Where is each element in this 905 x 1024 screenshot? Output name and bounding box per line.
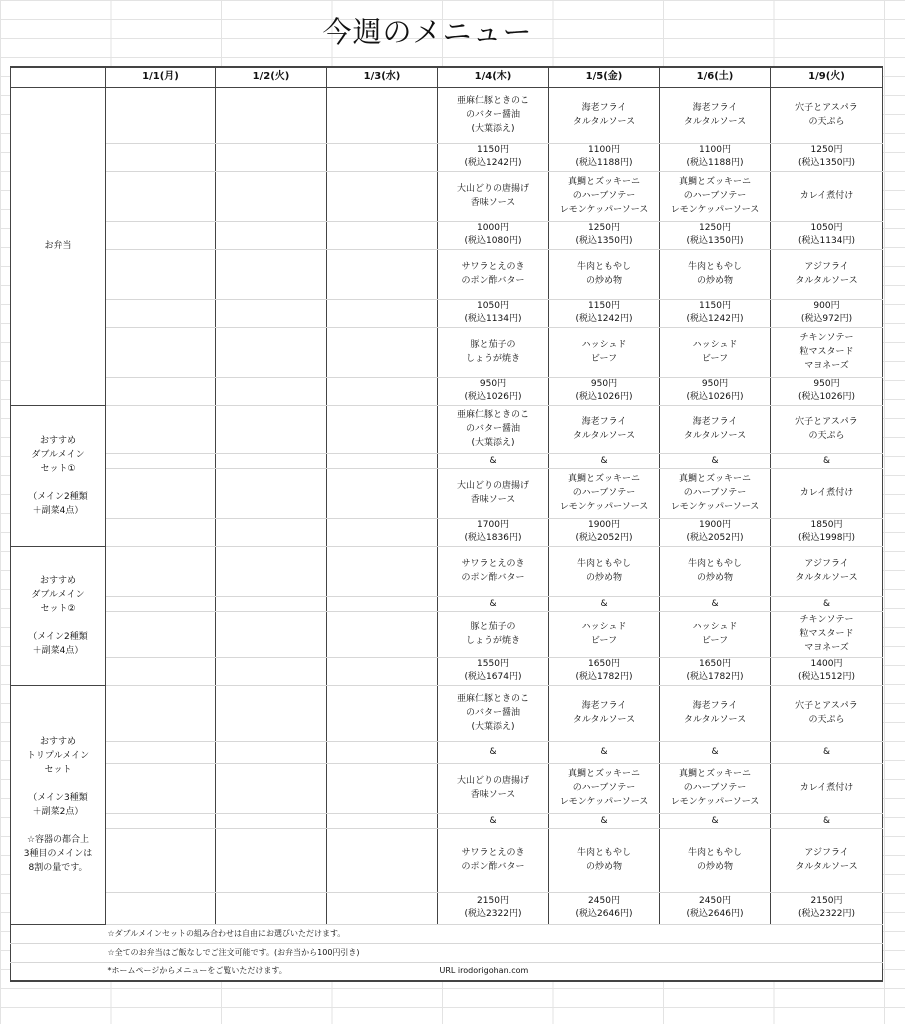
empty-day-cell (327, 405, 438, 453)
price-cell: 950円 (税込1026円) (660, 377, 771, 405)
price-cell: 950円 (税込1026円) (438, 377, 549, 405)
date-header-2: 1/2(火) (216, 67, 327, 87)
dish-cell: 真鯛とズッキーニ のハーブソテー レモンケッパーソース (549, 468, 660, 518)
menu-row (11, 171, 883, 221)
price-cell: 2150円 (税込2322円) (771, 892, 883, 924)
empty-day-cell (106, 87, 216, 143)
dish-cell: カレイ煮付け (771, 171, 883, 221)
price-cell: 1900円 (税込2052円) (549, 518, 660, 546)
empty-day-cell (216, 611, 327, 657)
empty-day-cell (216, 596, 327, 611)
dish-cell: 海老フライ タルタルソース (660, 87, 771, 143)
price-cell: 1250円 (税込1350円) (549, 221, 660, 249)
empty-day-cell (327, 327, 438, 377)
empty-day-cell (327, 828, 438, 892)
combo-separator: & (660, 453, 771, 468)
combo-separator: & (438, 741, 549, 763)
price-cell: 2150円 (税込2322円) (438, 892, 549, 924)
empty-day-cell (106, 405, 216, 453)
note-text: ☆全てのお弁当はご飯なしでご注文可能です。(お弁当から100円引き) (106, 943, 438, 962)
dish-cell: 亜麻仁豚ときのこ のバター醤油 (大葉添え) (438, 405, 549, 453)
empty-day-cell (216, 171, 327, 221)
combo-separator: & (660, 813, 771, 828)
empty-day-cell (106, 327, 216, 377)
note-spacer (438, 943, 771, 962)
price-cell: 1700円 (税込1836円) (438, 518, 549, 546)
weekly-menu-table (10, 66, 883, 982)
price-cell: 1400円 (税込1512円) (771, 657, 883, 685)
price-cell: 900円 (税込972円) (771, 299, 883, 327)
dish-cell: カレイ煮付け (771, 763, 883, 813)
menu-row (11, 299, 883, 327)
price-cell: 2450円 (税込2646円) (549, 892, 660, 924)
empty-day-cell (106, 813, 216, 828)
empty-day-cell (216, 546, 327, 596)
price-cell: 950円 (税込1026円) (549, 377, 660, 405)
menu-row (11, 546, 883, 596)
empty-day-cell (106, 892, 216, 924)
page-title: 今週のメニュー (322, 15, 533, 49)
menu-row (11, 657, 883, 685)
menu-row (11, 405, 883, 453)
date-header-6: 1/6(土) (660, 67, 771, 87)
combo-separator: & (549, 453, 660, 468)
empty-day-cell (327, 657, 438, 685)
dish-cell: アジフライ タルタルソース (771, 828, 883, 892)
price-cell: 1150円 (税込1242円) (549, 299, 660, 327)
empty-day-cell (216, 299, 327, 327)
dish-cell: 大山どりの唐揚げ 香味ソース (438, 763, 549, 813)
empty-day-cell (327, 143, 438, 171)
note-spacer (771, 962, 883, 981)
empty-day-cell (106, 221, 216, 249)
note-spacer (771, 943, 883, 962)
menu-row (11, 327, 883, 377)
dish-cell: 牛肉ともやし の炒め物 (660, 249, 771, 299)
empty-day-cell (216, 657, 327, 685)
dish-cell: 海老フライ タルタルソース (660, 685, 771, 741)
empty-day-cell (327, 87, 438, 143)
dish-cell: 海老フライ タルタルソース (549, 87, 660, 143)
empty-day-cell (216, 249, 327, 299)
empty-day-cell (216, 828, 327, 892)
price-cell: 950円 (税込1026円) (771, 377, 883, 405)
empty-day-cell (327, 611, 438, 657)
dish-cell: ハッシュド ビーフ (549, 327, 660, 377)
menu-row (11, 685, 883, 741)
combo-separator: & (549, 741, 660, 763)
combo-separator: & (660, 596, 771, 611)
combo-separator: & (771, 813, 883, 828)
dish-cell: カレイ煮付け (771, 468, 883, 518)
dish-cell: 牛肉ともやし の炒め物 (549, 249, 660, 299)
header-blank (11, 67, 106, 87)
menu-row (11, 892, 883, 924)
dish-cell: 牛肉ともやし の炒め物 (549, 546, 660, 596)
dish-cell: ハッシュド ビーフ (660, 327, 771, 377)
note-row (11, 962, 883, 981)
empty-day-cell (216, 327, 327, 377)
empty-day-cell (327, 596, 438, 611)
dish-cell: 亜麻仁豚ときのこ のバター醤油 (大葉添え) (438, 87, 549, 143)
menu-row (11, 249, 883, 299)
menu-body (11, 87, 883, 924)
combo-separator: & (660, 741, 771, 763)
empty-day-cell (216, 892, 327, 924)
price-cell: 1850円 (税込1998円) (771, 518, 883, 546)
empty-day-cell (106, 518, 216, 546)
empty-day-cell (327, 453, 438, 468)
empty-day-cell (216, 741, 327, 763)
empty-day-cell (106, 171, 216, 221)
menu-row (11, 763, 883, 813)
price-cell: 1100円 (税込1188円) (549, 143, 660, 171)
dish-cell: アジフライ タルタルソース (771, 249, 883, 299)
dish-cell: ハッシュド ビーフ (660, 611, 771, 657)
menu-row (11, 611, 883, 657)
menu-row (11, 518, 883, 546)
dish-cell: 牛肉ともやし の炒め物 (660, 546, 771, 596)
price-cell: 1650円 (税込1782円) (549, 657, 660, 685)
combo-separator: & (771, 596, 883, 611)
combo-separator: & (549, 596, 660, 611)
dish-cell: 真鯛とズッキーニ のハーブソテー レモンケッパーソース (549, 171, 660, 221)
empty-day-cell (216, 87, 327, 143)
empty-day-cell (106, 741, 216, 763)
dish-cell: 穴子とアスパラ の天ぷら (771, 405, 883, 453)
empty-day-cell (327, 685, 438, 741)
menu-row (11, 813, 883, 828)
category-label: おすすめ トリプルメイン セット （メイン3種類 ＋副菜2点） ☆容器の都合上 3種目のメインは 8割の量です。 (11, 685, 106, 924)
dish-cell: 大山どりの唐揚げ 香味ソース (438, 171, 549, 221)
empty-day-cell (327, 813, 438, 828)
date-header-5: 1/5(金) (549, 67, 660, 87)
empty-day-cell (106, 611, 216, 657)
empty-day-cell (327, 171, 438, 221)
dish-cell: 真鯛とズッキーニ のハーブソテー レモンケッパーソース (549, 763, 660, 813)
dish-cell: 穴子とアスパラ の天ぷら (771, 685, 883, 741)
menu-row (11, 221, 883, 249)
empty-day-cell (106, 546, 216, 596)
dish-cell: 穴子とアスパラ の天ぷら (771, 87, 883, 143)
menu-row (11, 596, 883, 611)
dish-cell: アジフライ タルタルソース (771, 546, 883, 596)
combo-separator: & (438, 453, 549, 468)
dish-cell: サワラとえのき のポン酢バター (438, 546, 549, 596)
dish-cell: 豚と茄子の しょうが焼き (438, 611, 549, 657)
menu-row (11, 468, 883, 518)
price-cell: 1100円 (税込1188円) (660, 143, 771, 171)
empty-day-cell (327, 741, 438, 763)
empty-day-cell (106, 468, 216, 518)
empty-day-cell (106, 763, 216, 813)
date-header-3: 1/3(水) (327, 67, 438, 87)
menu-row (11, 143, 883, 171)
date-header-row (11, 67, 883, 87)
empty-day-cell (216, 453, 327, 468)
price-cell: 1150円 (税込1242円) (660, 299, 771, 327)
empty-day-cell (216, 221, 327, 249)
empty-day-cell (216, 763, 327, 813)
menu-row (11, 828, 883, 892)
note-text: *ホームページからメニューをご覧いただけます。 (106, 962, 438, 981)
dish-cell: 海老フライ タルタルソース (549, 685, 660, 741)
menu-row (11, 453, 883, 468)
price-cell: 1250円 (税込1350円) (771, 143, 883, 171)
empty-day-cell (327, 468, 438, 518)
empty-day-cell (216, 143, 327, 171)
dish-cell: サワラとえのき のポン酢バター (438, 249, 549, 299)
empty-day-cell (216, 468, 327, 518)
price-cell: 1050円 (税込1134円) (438, 299, 549, 327)
notes-section (11, 924, 883, 981)
combo-separator: & (549, 813, 660, 828)
dish-cell: 真鯛とズッキーニ のハーブソテー レモンケッパーソース (660, 468, 771, 518)
empty-day-cell (216, 685, 327, 741)
date-header-4: 1/4(木) (438, 67, 549, 87)
note-row (11, 943, 883, 962)
menu-row (11, 741, 883, 763)
combo-separator: & (438, 596, 549, 611)
price-cell: 2450円 (税込2646円) (660, 892, 771, 924)
combo-separator: & (438, 813, 549, 828)
empty-day-cell (327, 249, 438, 299)
dish-cell: 大山どりの唐揚げ 香味ソース (438, 468, 549, 518)
price-cell: 1550円 (税込1674円) (438, 657, 549, 685)
empty-day-cell (106, 143, 216, 171)
note-spacer (11, 962, 106, 981)
empty-day-cell (327, 299, 438, 327)
note-spacer (438, 924, 771, 943)
combo-separator: & (771, 453, 883, 468)
dish-cell: 亜麻仁豚ときのこ のバター醤油 (大葉添え) (438, 685, 549, 741)
price-cell: 1900円 (税込2052円) (660, 518, 771, 546)
empty-day-cell (106, 685, 216, 741)
dish-cell: ハッシュド ビーフ (549, 611, 660, 657)
dish-cell: 牛肉ともやし の炒め物 (549, 828, 660, 892)
empty-day-cell (106, 453, 216, 468)
empty-day-cell (327, 892, 438, 924)
price-cell: 1000円 (税込1080円) (438, 221, 549, 249)
dish-cell: チキンソテー 粒マスタード マヨネーズ (771, 611, 883, 657)
empty-day-cell (106, 657, 216, 685)
price-cell: 1150円 (税込1242円) (438, 143, 549, 171)
note-spacer (771, 924, 883, 943)
empty-day-cell (106, 828, 216, 892)
dish-cell: チキンソテー 粒マスタード マヨネーズ (771, 327, 883, 377)
dish-cell: 真鯛とズッキーニ のハーブソテー レモンケッパーソース (660, 763, 771, 813)
note-row (11, 924, 883, 943)
empty-day-cell (106, 299, 216, 327)
dish-cell: 牛肉ともやし の炒め物 (660, 828, 771, 892)
price-cell: 1250円 (税込1350円) (660, 221, 771, 249)
empty-day-cell (106, 377, 216, 405)
empty-day-cell (216, 377, 327, 405)
empty-day-cell (106, 596, 216, 611)
note-spacer (11, 924, 106, 943)
price-cell: 1650円 (税込1782円) (660, 657, 771, 685)
category-label: お弁当 (11, 87, 106, 405)
empty-day-cell (327, 546, 438, 596)
menu-row (11, 377, 883, 405)
empty-day-cell (327, 377, 438, 405)
website-url: URL irodorigohan.com (438, 962, 771, 981)
date-header-7: 1/9(火) (771, 67, 883, 87)
dish-cell: 真鯛とズッキーニ のハーブソテー レモンケッパーソース (660, 171, 771, 221)
empty-day-cell (327, 518, 438, 546)
dish-cell: サワラとえのき のポン酢バター (438, 828, 549, 892)
combo-separator: & (771, 741, 883, 763)
date-header-1: 1/1(月) (106, 67, 216, 87)
note-text: ☆ダブルメインセットの組み合わせは自由にお選びいただけます。 (106, 924, 438, 943)
category-label: おすすめ ダブルメイン セット② （メイン2種類 ＋副菜4点） (11, 546, 106, 685)
category-label: おすすめ ダブルメイン セット① （メイン2種類 ＋副菜4点） (11, 405, 106, 546)
dish-cell: 豚と茄子の しょうが焼き (438, 327, 549, 377)
empty-day-cell (327, 221, 438, 249)
empty-day-cell (106, 249, 216, 299)
empty-day-cell (327, 763, 438, 813)
note-spacer (11, 943, 106, 962)
price-cell: 1050円 (税込1134円) (771, 221, 883, 249)
dish-cell: 海老フライ タルタルソース (549, 405, 660, 453)
empty-day-cell (216, 405, 327, 453)
dish-cell: 海老フライ タルタルソース (660, 405, 771, 453)
empty-day-cell (216, 518, 327, 546)
menu-row (11, 87, 883, 143)
empty-day-cell (216, 813, 327, 828)
